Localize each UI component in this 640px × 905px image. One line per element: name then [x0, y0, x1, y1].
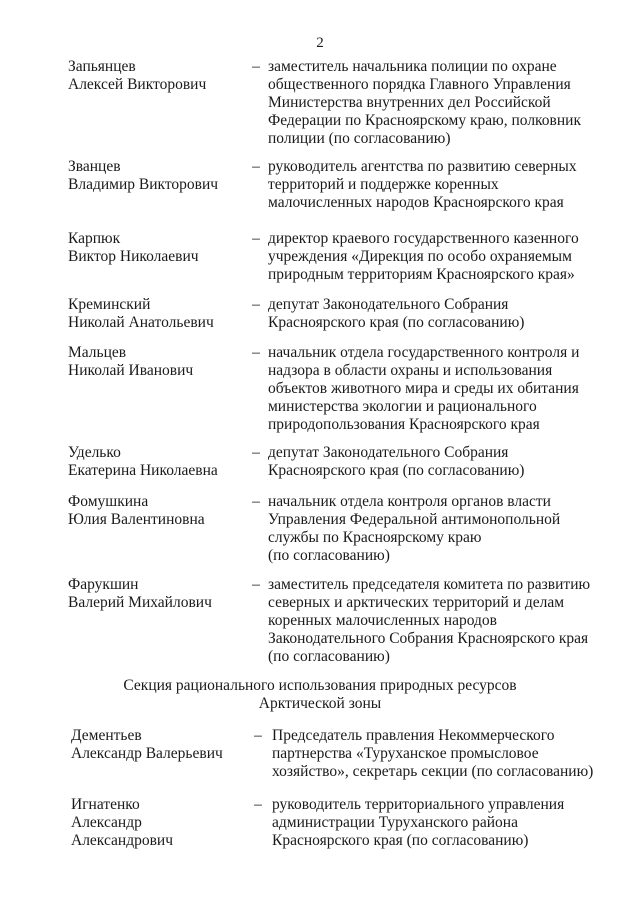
member-description: директор краевого государственного казенного учреждения «Дирекция по особо охраняемым природным территориям Красноярского края» [268, 230, 579, 283]
member-dash: – [252, 158, 260, 175]
member-dash: – [252, 493, 260, 510]
member-name: Фомушкина Юлия Валентиновна [68, 493, 205, 528]
member-name: Званцев Владимир Викторович [68, 158, 219, 193]
member-name: Запьянцев Алексей Викторович [68, 58, 207, 93]
member-description: депутат Законодательного Собрания Красноярского края (по согласованию) [268, 296, 525, 331]
page-number: 2 [316, 35, 324, 51]
member-dash: – [252, 230, 260, 247]
member-dash: – [252, 58, 260, 75]
member-description: депутат Законодательного Собрания Красноярского края (по согласованию) [268, 444, 525, 479]
member-name: Уделько Екатерина Николаевна [68, 444, 218, 479]
member-description: начальник отдела государственного контроля и надзора в области охраны и использования объектов животного мира и среды их обитания министерства экологии и рационального природопользования Красноярского края [268, 344, 580, 433]
member-dash: – [254, 796, 262, 813]
member-dash: – [252, 296, 260, 313]
member-dash: – [252, 344, 260, 361]
member-name: Креминский Николай Анатольевич [68, 296, 214, 331]
member-description: руководитель территориального управления администрации Туруханского района Красноярского края (по согласованию) [272, 796, 565, 849]
member-name: Мальцев Николай Иванович [68, 344, 194, 379]
member-description: Председатель правления Некоммерческого партнерства «Туруханское промысловое хозяйство», секретарь секции (по согласованию) [272, 727, 594, 780]
member-description: начальник отдела контроля органов власти Управления Федеральной антимонопольной службы по Красноярскому краю (по согласованию) [268, 493, 561, 564]
member-name: Фарукшин Валерий Михайлович [68, 576, 212, 611]
member-description: заместитель начальника полиции по охране общественного порядка Главного Управления Министерства внутренних дел Российской Федерации по Красноярскому краю, полковник полиции (по согласованию) [268, 58, 581, 147]
member-name: Карпюк Виктор Николаевич [68, 230, 199, 265]
member-description: руководитель агентства по развитию северных территорий и поддержке коренных малочисленных народов Красноярского края [268, 158, 577, 211]
member-description: заместитель председателя комитета по развитию северных и арктических территорий и делам коренных малочисленных народов Законодательного Собрания Красноярского края (по согласованию) [268, 576, 591, 665]
member-name: Дементьев Александр Валерьевич [71, 727, 223, 762]
member-dash: – [252, 444, 260, 461]
member-name: Игнатенко Александр Александрович [71, 796, 173, 849]
member-dash: – [254, 727, 262, 744]
section-title: Секция рационального использования природных ресурсов Арктической зоны [123, 677, 517, 712]
member-dash: – [252, 576, 260, 593]
